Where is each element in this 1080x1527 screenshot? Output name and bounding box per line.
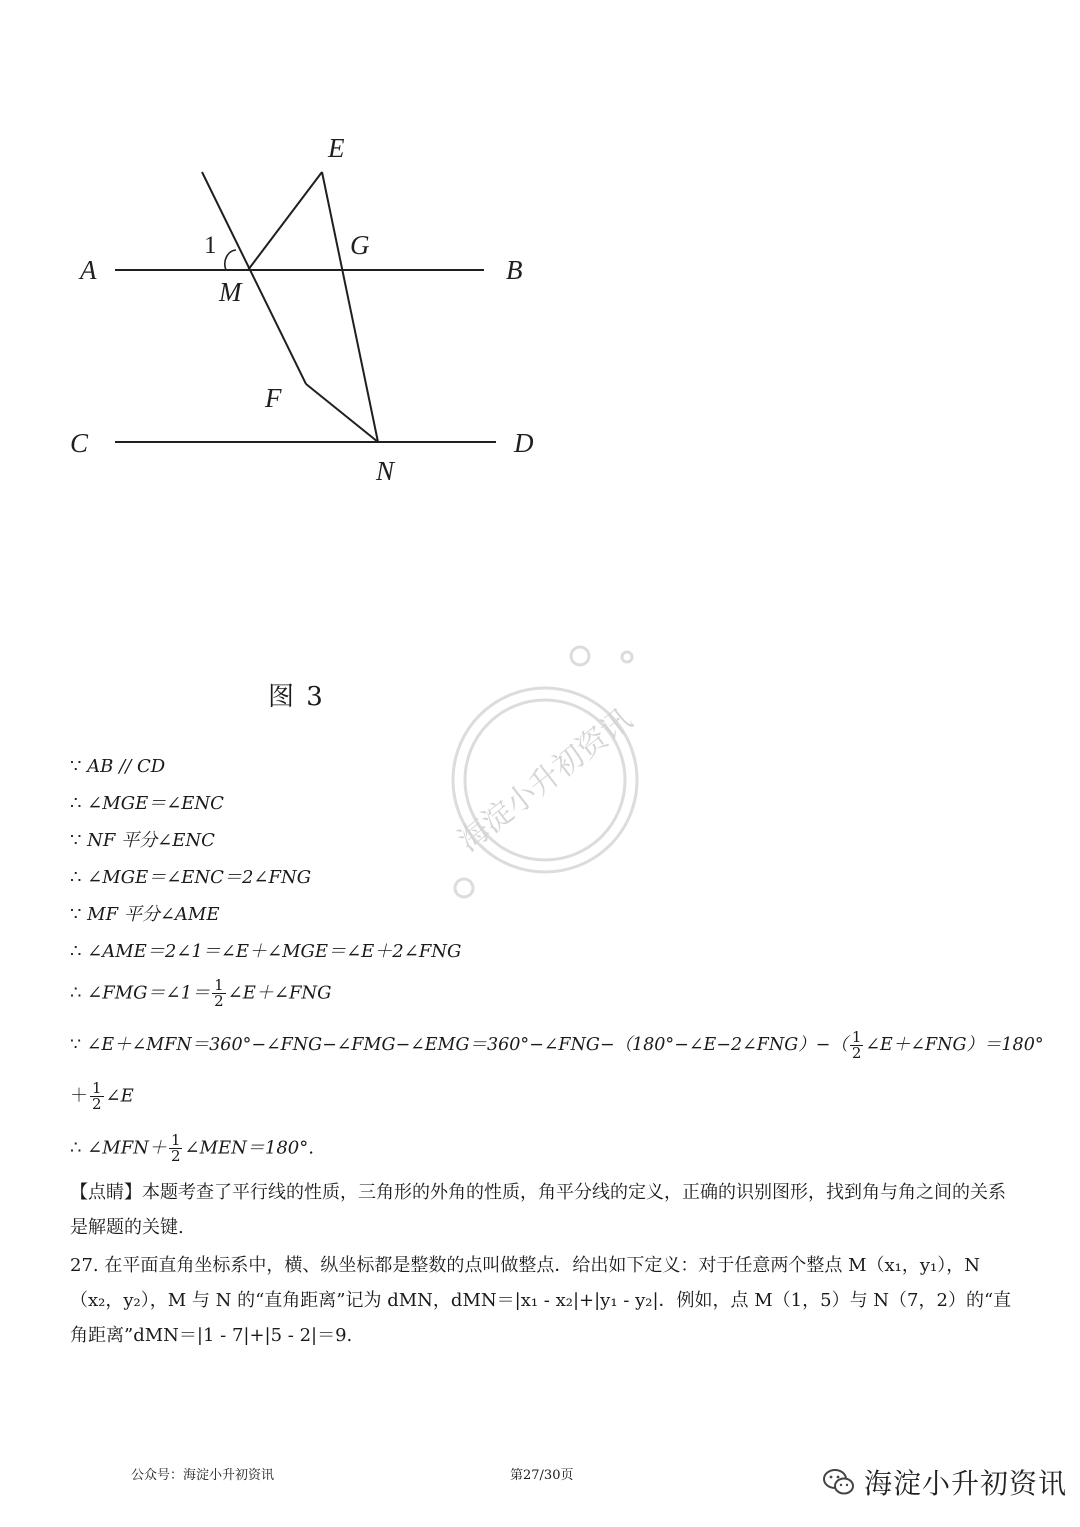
proof-line-8 [70, 1030, 1044, 1061]
label-d: D [514, 428, 534, 458]
watermark-seal [440, 640, 680, 900]
proof-text-6: ∠AME＝2∠1＝∠E＋∠MGE＝∠E＋2∠FNG [81, 941, 462, 962]
segment-me [248, 172, 322, 270]
because-symbol: ∵ [70, 1035, 82, 1055]
proof-text-8b: ∠E＋∠FNG）＝180° [865, 1035, 1044, 1055]
proof-line-6 [70, 940, 461, 964]
proof-text-7a: ∠FMG＝∠1＝ [81, 982, 211, 1004]
label-b: B [506, 255, 523, 285]
because-symbol: ∵ [70, 904, 82, 925]
fraction-half: $\frac{1}{2}$ [851, 1028, 862, 1062]
proof-text-1: AB // CD [81, 756, 166, 777]
watermark-text: 海淀小升初资讯 [451, 701, 639, 859]
proof-line-3 [70, 829, 215, 853]
angle-1-arc [225, 250, 236, 270]
therefore-symbol: ∴ [70, 867, 82, 888]
label-m: M [219, 277, 242, 307]
page-number: 第27/30页 [510, 1468, 574, 1483]
proof-line-1 [70, 755, 165, 779]
proof-line-4 [70, 866, 311, 890]
brand-badge [822, 1462, 1067, 1502]
therefore-symbol: ∴ [70, 1137, 82, 1159]
label-a: A [80, 255, 97, 285]
label-n: N [376, 456, 395, 486]
proof-text-8a: ∠E＋∠MFN＝360°−∠FNG−∠FMG−∠EMG＝360°−∠FNG−（180°−∠E−2∠FNG）−（ [81, 1035, 848, 1055]
proof-text-4: ∠MGE＝∠ENC＝2∠FNG [81, 867, 312, 888]
proof-text-10a: ∠MFN＋ [81, 1137, 167, 1159]
proof-text-3: NF 平分∠ENC [81, 830, 215, 851]
segment-en [322, 172, 378, 442]
therefore-symbol: ∴ [70, 793, 82, 814]
because-symbol: ∵ [70, 830, 82, 851]
because-symbol: ∵ [70, 756, 82, 777]
proof-line-2 [70, 792, 224, 816]
label-angle-1: 1 [204, 232, 217, 259]
proof-text-2: ∠MGE＝∠ENC [81, 793, 224, 814]
proof-line-7 [70, 978, 332, 1009]
label-f: F [265, 383, 282, 413]
fraction-half: $\frac{1}{2}$ [92, 1079, 102, 1113]
wechat-icon [822, 1467, 856, 1497]
proof-line-10 [70, 1133, 314, 1164]
label-e: E [328, 133, 345, 163]
proof-line-5 [70, 903, 219, 927]
fraction-half: $\frac{1}{2}$ [170, 1131, 181, 1165]
brand-name: 海淀小升初资讯 [864, 1467, 1068, 1500]
proof-text-5: MF 平分∠AME [81, 904, 220, 925]
proof-text-10b: ∠MEN＝180°. [184, 1137, 314, 1159]
plus-sign: ＋ [70, 1085, 88, 1107]
segment-mn-extended [202, 172, 306, 384]
fraction-half: $\frac{1}{2}$ [214, 976, 224, 1010]
proof-text-7b: ∠E＋∠FNG [227, 982, 332, 1004]
geometry-figure [0, 0, 1080, 620]
proof-text-9: ∠E [105, 1085, 134, 1107]
figure-caption: 图 3 [268, 682, 325, 712]
label-g: G [350, 230, 370, 260]
problem-27: 27. 在平面直角坐标系中，横、纵坐标都是整数的点叫做整点．给出如下定义：对于任意两个整点 M（x₁，y₁），N（x₂，y₂），M 与 N 的“直角距离”记为 dMN，dMN＝|x₁ - x₂|+|y₁ - y₂|．例如，点 M（1，5）与 N（7，2）的“直角距离”dMN＝|1 - 7|+|5 - 2|＝9. [70, 1255, 1012, 1346]
label-c: C [70, 428, 89, 458]
comment-paragraph: 【点睛】本题考查了平行线的性质，三角形的外角的性质，角平分线的定义，正确的识别图形，找到角与角之间的关系是解题的关键. [70, 1182, 1006, 1238]
therefore-symbol: ∴ [70, 982, 82, 1004]
proof-line-9 [70, 1081, 134, 1112]
therefore-symbol: ∴ [70, 941, 82, 962]
footer-account: 公众号：海淀小升初资讯 [131, 1468, 275, 1483]
